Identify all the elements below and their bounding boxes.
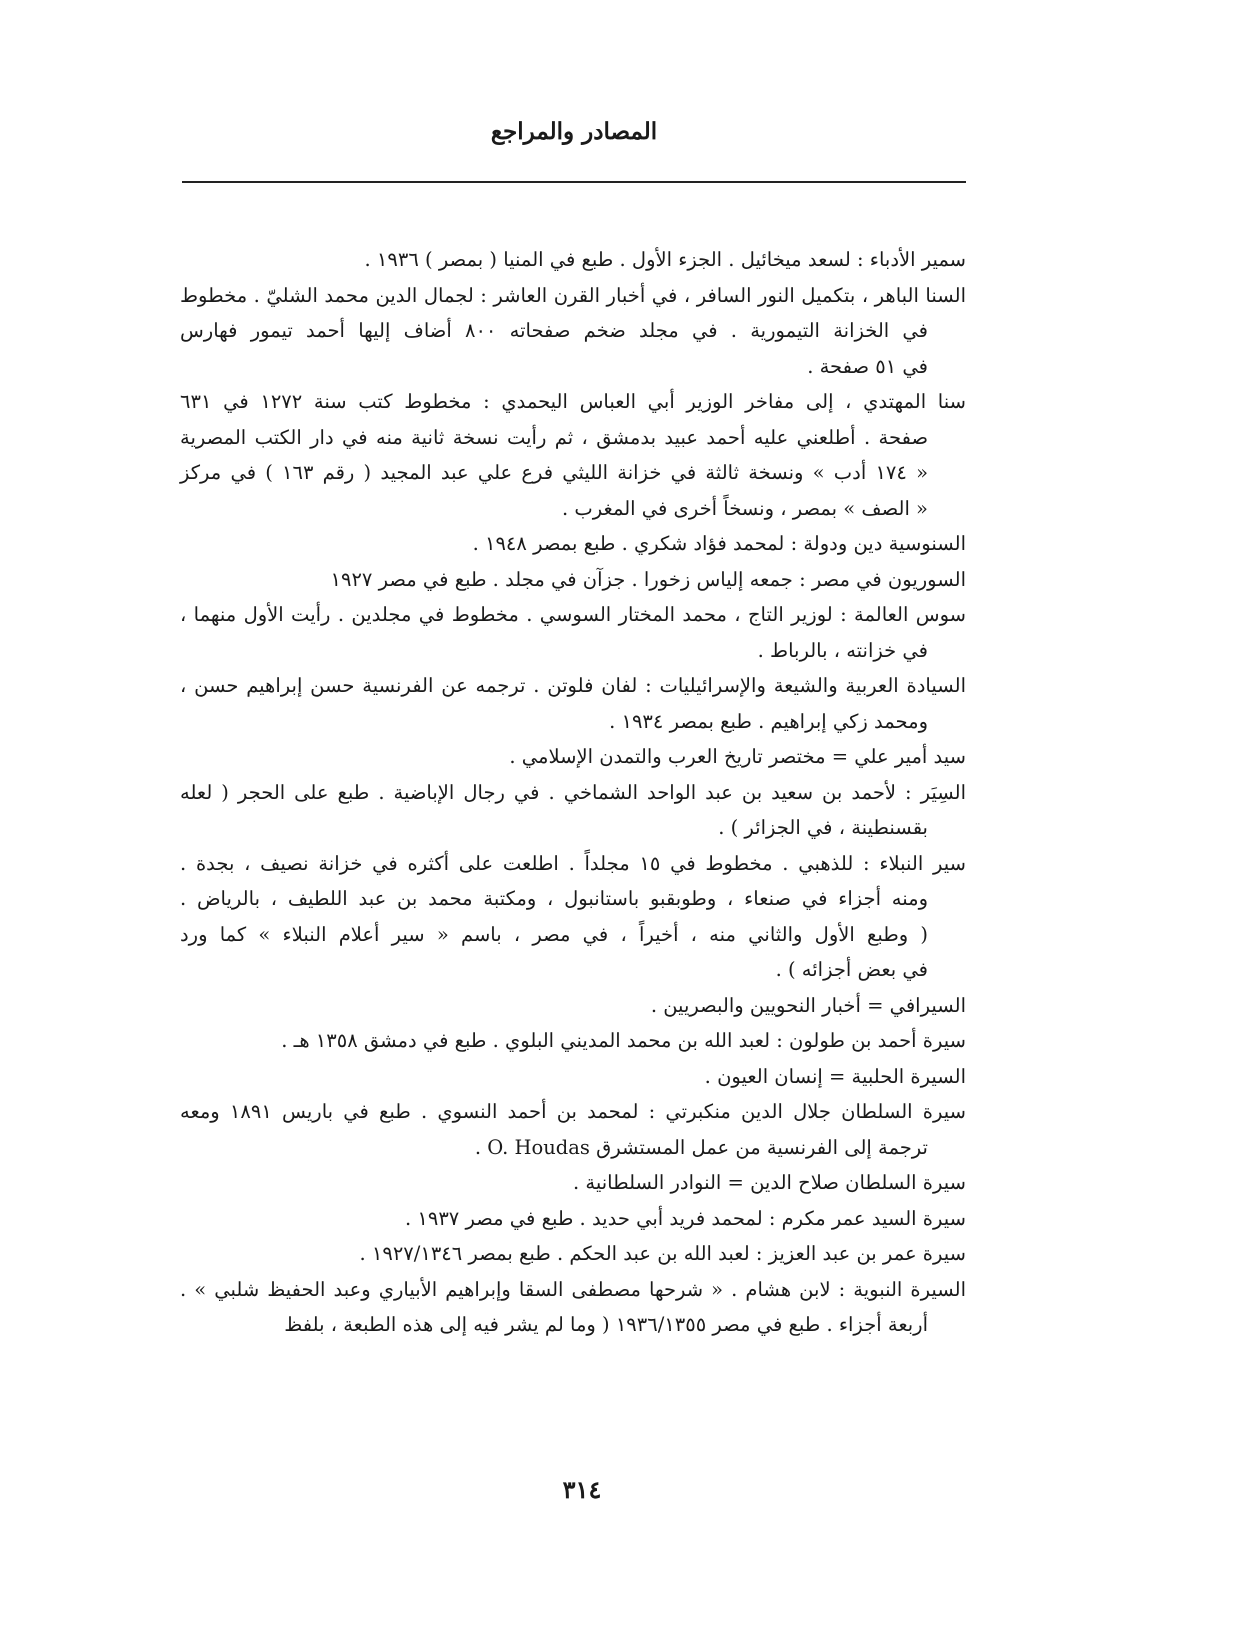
entry-continuation-line: ومحمد زكي إبراهيم . طبع بمصر ١٩٣٤ . bbox=[609, 709, 928, 733]
bibliography-entry bbox=[180, 739, 966, 775]
entry-first-line: سيرة السيد عمر مكرم : لمحمد فريد أبي حديد . طبع في مصر ١٩٣٧ . bbox=[404, 1206, 966, 1230]
entry-first-line: السيرة النبوية : لابن هشام . « شرحها مصطفى السقا وإبراهيم الأبياري وعبد الحفيظ شلبي » . bbox=[180, 1277, 966, 1301]
bibliography-entry bbox=[180, 846, 966, 988]
header-rule bbox=[182, 181, 966, 183]
entry-continuation-line: « الصف » بمصر ، ونسخاً أخرى في المغرب . bbox=[562, 496, 928, 520]
entry-first-line: السِيَر : لأحمد بن سعيد بن عبد الواحد الشماخي . في رجال الإباضية . طبع على الحجر ( لعله bbox=[180, 780, 966, 804]
entry-first-line: السيادة العربية والشيعة والإسرائيليات : لفان فلوتن . ترجمه عن الفرنسية حسن إبراهيم حسن ، bbox=[180, 674, 966, 697]
entry-continuation-line: ترجمة إلى الفرنسية من عمل المستشرق O. Houdas . bbox=[474, 1135, 928, 1159]
entry-continuation-line: في الخزانة التيمورية . في مجلد ضخم صفحاته ٨٠٠ أضاف إليها أحمد تيمور فهارس bbox=[180, 319, 928, 342]
bibliography-entry bbox=[180, 988, 966, 1024]
entry-first-line: سنا المهتدي ، إلى مفاخر الوزير أبي العباس اليحمدي : مخطوط كتب سنة ١٢٧٢ في ٦٣١ bbox=[180, 390, 966, 413]
bibliography-entry bbox=[180, 1236, 966, 1272]
entry-first-line: سيرة عمر بن عبد العزيز : لعبد الله بن عبد الحكم . طبع بمصر ١٩٢٧/١٣٤٦ . bbox=[359, 1242, 966, 1265]
entry-first-line: السيرة الحلبية = إنسان العيون . bbox=[704, 1064, 966, 1088]
bibliography-entry bbox=[180, 775, 966, 846]
entry-continuation-line: بقسنطينة ، في الجزائر ) . bbox=[718, 816, 928, 839]
entry-continuation-line: في ٥١ صفحة . bbox=[807, 354, 928, 378]
entry-continuation-line: في بعض أجزائه ) . bbox=[775, 958, 928, 981]
entry-continuation-line: ( وطبع الأول والثاني منه ، أخيراً ، في مصر ، باسم « سير أعلام النبلاء » كما ورد bbox=[180, 922, 928, 946]
entry-continuation-line: « ١٧٤ أدب » ونسخة ثالثة في خزانة الليثي فرع علي عبد المجيد ( رقم ١٦٣ ) في مركز bbox=[180, 461, 928, 484]
running-head: المصادر والمراجع bbox=[490, 118, 658, 145]
bibliography-entry bbox=[180, 242, 966, 278]
entry-first-line: سيرة السلطان جلال الدين منكبرتي : لمحمد بن أحمد النسوي . طبع في باريس ١٨٩١ ومعه bbox=[180, 1100, 966, 1123]
bibliography-entries bbox=[180, 242, 966, 1343]
entry-continuation-line: أربعة أجزاء . طبع في مصر ١٩٣٦/١٣٥٥ ( وما لم يشر فيه إلى هذه الطبعة ، بلفظ bbox=[284, 1313, 928, 1336]
bibliography-entry bbox=[180, 278, 966, 385]
bibliography-entry bbox=[180, 384, 966, 526]
bibliography-entry bbox=[180, 1059, 966, 1095]
entry-first-line: السنا الباهر ، بتكميل النور السافر ، في أخبار القرن العاشر : لجمال الدين محمد الشليّ . مخطوط bbox=[180, 283, 966, 307]
bibliography-entry bbox=[180, 1272, 966, 1343]
bibliography-entry bbox=[180, 1165, 966, 1201]
entry-continuation-line: ومنه أجزاء في صنعاء ، وطوبقبو باستانبول ، ومكتبة محمد بن عبد اللطيف ، بالرياض . bbox=[180, 887, 928, 910]
entry-first-line: سيرة أحمد بن طولون : لعبد الله بن محمد المديني البلوي . طبع في دمشق ١٣٥٨ هـ . bbox=[281, 1029, 966, 1052]
bibliography-entry bbox=[180, 526, 966, 562]
entry-first-line: سمير الأدباء : لسعد ميخائيل . الجزء الأول . طبع في المنيا ( بمصر ) ١٩٣٦ . bbox=[364, 248, 966, 271]
bibliography-entry bbox=[180, 1023, 966, 1059]
entry-first-line: السيرافي = أخبار النحويين والبصريين . bbox=[650, 993, 966, 1017]
bibliography-entry bbox=[180, 597, 966, 668]
entry-first-line: السنوسية دين ودولة : لمحمد فؤاد شكري . طبع بمصر ١٩٤٨ . bbox=[472, 532, 966, 555]
entry-first-line: سيد أمير علي = مختصر تاريخ العرب والتمدن الإسلامي . bbox=[509, 745, 966, 768]
bibliography-entry bbox=[180, 1094, 966, 1165]
bibliography-entry bbox=[180, 562, 966, 598]
page-number: ٣١٤ bbox=[562, 1475, 602, 1504]
entry-first-line: سير النبلاء : للذهبي . مخطوط في ١٥ مجلداً . اطلعت على أكثره في خزانة نصيف ، بجدة . bbox=[180, 851, 966, 875]
entry-first-line: السوريون في مصر : جمعه إلياس زخورا . جزآن في مجلد . طبع في مصر ١٩٢٧ bbox=[330, 567, 966, 591]
entry-continuation-line: في خزانته ، بالرباط . bbox=[757, 638, 928, 662]
bibliography-entry bbox=[180, 668, 966, 739]
entry-continuation-line: صفحة . أطلعني عليه أحمد عبيد بدمشق ، ثم رأيت نسخة ثانية منه في دار الكتب المصرية bbox=[180, 425, 928, 449]
bibliography-entry bbox=[180, 1201, 966, 1237]
entry-first-line: سيرة السلطان صلاح الدين = النوادر السلطانية . bbox=[573, 1171, 966, 1194]
entry-first-line: سوس العالمة : لوزير التاج ، محمد المختار السوسي . مخطوط في مجلدين . رأيت الأول منهما ، bbox=[180, 603, 966, 626]
